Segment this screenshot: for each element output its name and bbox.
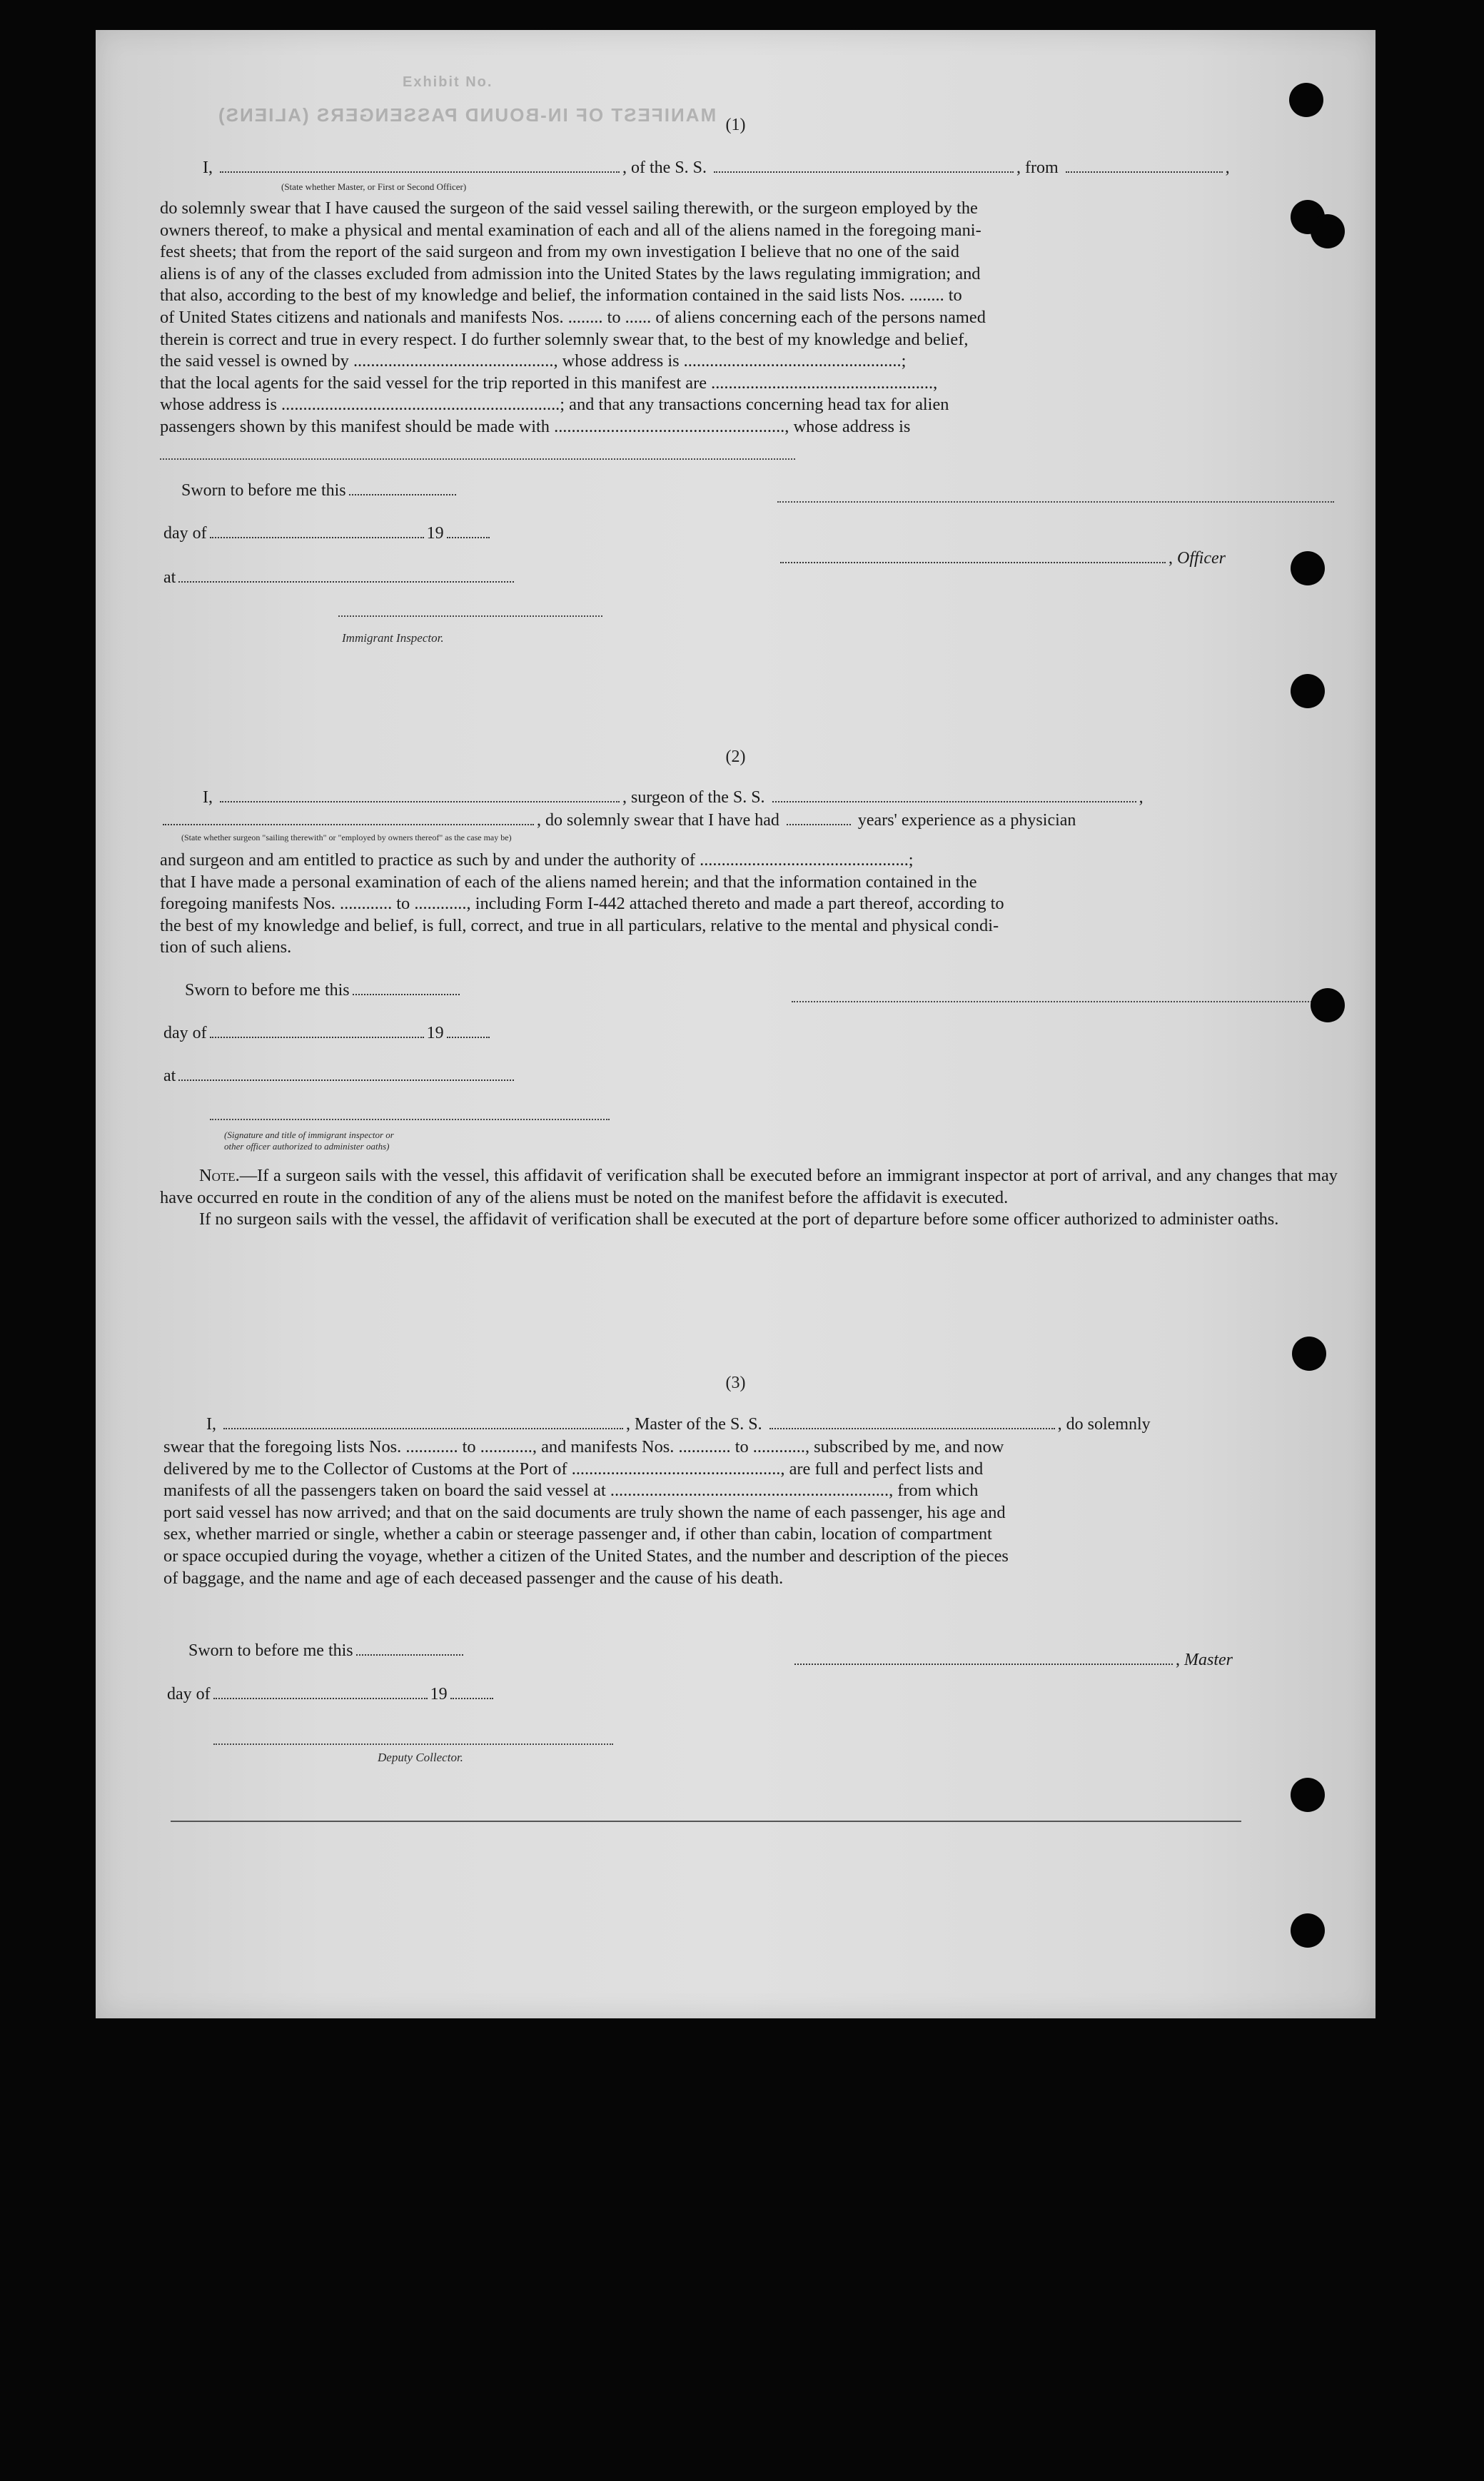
body-line: therein is correct and true in every respect. I do further solemnly swear that, to the best of my knowledge and belief,: [160, 329, 969, 349]
officer-line: , Officer: [777, 548, 1226, 569]
sig-caption-2: other officer authorized to administer oaths): [224, 1141, 390, 1152]
punch-hole: [1291, 551, 1325, 585]
sworn-line-1: [181, 480, 459, 501]
punch-hole: [1291, 1778, 1325, 1812]
ghost-exhibit-label: Exhibit No.: [403, 74, 493, 90]
vessel-blank: [769, 1414, 1055, 1429]
year-label: 19: [426, 1024, 444, 1042]
body-line: swear that the foregoing lists Nos. ............ to ............, and manifests Nos. ............ to ............, subscribed by me, and now: [163, 1437, 1004, 1456]
section-2-body: [160, 850, 1338, 959]
surgeon-signature-blank: [792, 1001, 1334, 1002]
section-3-number: (3): [725, 1374, 746, 1392]
oath-prefix: I,: [203, 158, 213, 177]
master-label: , Master of the S. S.: [626, 1415, 762, 1434]
at-line-1: [163, 567, 517, 588]
address-blank: [160, 458, 795, 460]
body-line: of baggage, and the name and age of each deceased passenger and the cause of his death.: [163, 1568, 784, 1588]
day-blank: [213, 1684, 428, 1699]
sworn-line-2: [185, 980, 463, 1001]
body-line: owners thereof, to make a physical and mental examination of each and all of the aliens named in the foregoing mani-: [160, 220, 981, 240]
status-blank: [163, 810, 534, 825]
surgeon-label: surgeon of the S. S.: [631, 788, 765, 807]
body-line: that also, according to the best of my knowledge and belief, the information contained in the said lists Nos. ........ to: [160, 286, 962, 306]
year-blank: [447, 1023, 490, 1038]
sworn-label: Sworn to before me this: [188, 1641, 353, 1660]
inspector-caption: Immigrant Inspector.: [342, 631, 444, 645]
body-line: the best of my knowledge and belief, is full, correct, and true in all particulars, relative to the mental and physical condi-: [160, 915, 999, 935]
punch-hole: [1292, 1337, 1326, 1371]
name-blank: [220, 158, 620, 173]
body-line: of United States citizens and nationals and manifests Nos. ........ to ...... of aliens concerning each of the persons named: [160, 307, 986, 327]
master-caption: Master: [1184, 1651, 1233, 1669]
day-label: day of: [163, 524, 207, 543]
officer-label: Officer: [1177, 549, 1226, 568]
note-paragraph-1: [160, 1165, 1338, 1209]
from-blank: [1066, 158, 1223, 173]
at-blank: [178, 1066, 514, 1081]
body-line: the said vessel is owned by .............................................., whose address is ..................................................;: [160, 351, 907, 371]
deputy-blank: [213, 1743, 613, 1745]
sworn-blank: [349, 480, 456, 495]
body-line: delivered by me to the Collector of Customs at the Port of ................................................, are full and perfect lists and: [163, 1459, 984, 1479]
year-label: 19: [426, 524, 444, 543]
section-1-oath-line: I, , of the S. S. , from ,: [203, 158, 1230, 177]
note-label: Note.: [199, 1166, 240, 1185]
officer-blank: [780, 548, 1166, 563]
day-blank: [210, 1023, 424, 1038]
punch-hole: [1311, 214, 1345, 248]
section-1-body: [160, 198, 1338, 438]
year-blank: [450, 1684, 493, 1699]
at-blank: [178, 568, 514, 583]
section-2-experience-line: [160, 810, 1345, 831]
solemnly-label: , do solemnly: [1057, 1415, 1151, 1434]
deputy-caption: Deputy Collector.: [378, 1751, 463, 1764]
ghost-manifest-title: MANIFEST OF IN-BOUND PASSENGERS (ALIENS): [217, 104, 717, 126]
sworn-line-3: [188, 1640, 466, 1661]
body-line: whose address is ................................................................; and that any transactions concerning head tax for alien: [160, 395, 949, 415]
punch-hole: [1291, 674, 1325, 708]
signature-blank-top: [777, 501, 1334, 503]
body-line: that I have made a personal examination of each of the aliens named herein; and that the information contained in the: [160, 872, 977, 892]
sworn-blank: [356, 1641, 463, 1656]
day-label: day of: [163, 1024, 207, 1042]
day-line-3: [167, 1684, 496, 1705]
year-label: 19: [430, 1685, 448, 1704]
body-line: sex, whether married or single, whether a cabin or steerage passenger and, if other than cabin, location of compartment: [163, 1524, 992, 1544]
section-1-caption: (State whether Master, or First or Second Officer): [281, 181, 467, 192]
bottom-rule: [171, 1821, 1241, 1822]
day-blank: [210, 523, 424, 538]
day-line-2: [163, 1022, 493, 1044]
swear-label: , do solemnly swear that I have had: [537, 811, 779, 830]
at-line-2: [163, 1065, 517, 1087]
vessel-label: , of the S. S.: [622, 158, 707, 177]
years-blank: [787, 810, 851, 825]
sworn-blank: [353, 980, 460, 995]
section-1-number: (1): [725, 116, 746, 134]
note-paragraph-2: If no surgeon sails with the vessel, the affidavit of verification shall be executed at the port of departure before some officer authorized to administer oaths.: [199, 1209, 1279, 1229]
surgeon-name-blank: [220, 787, 620, 802]
body-line: fest sheets; that from the report of the said surgeon and from my own investigation I believe that no one of the said: [160, 242, 959, 262]
vessel-blank: [772, 787, 1136, 802]
oath-prefix: I,: [203, 788, 213, 807]
punch-hole: [1289, 83, 1323, 117]
body-line: tion of such aliens.: [160, 937, 292, 957]
body-line: passengers shown by this manifest should be made with ....................................................., whose address is: [160, 416, 911, 436]
vessel-blank: [714, 158, 1014, 173]
form-page: [96, 30, 1376, 2018]
body-line: aliens is of any of the classes excluded from admission into the United States by the laws regulating immigration; and: [160, 263, 981, 283]
section-2-note: [160, 1165, 1338, 1231]
section-3-oath-line: [206, 1414, 1348, 1435]
body-line: foregoing manifests Nos. ............ to ............, including Form I-442 attached thereto and made a part thereof, according to: [160, 894, 1004, 914]
section-2-caption: (State whether surgeon "sailing therewith" or "employed by owners thereof" as the case may be): [181, 832, 512, 842]
note-text: —If a surgeon sails with the vessel, this affidavit of verification shall be executed before an immigrant inspector at port of arrival, and any changes that may have occurred en route in the condition of any of the aliens must be noted on the manifest before the affidavit is executed.: [160, 1166, 1338, 1207]
at-label: at: [163, 1067, 176, 1085]
body-line: port said vessel has now arrived; and that on the said documents are truly shown the name of each passenger, his age and: [163, 1502, 1006, 1522]
day-line-1: [163, 523, 493, 544]
body-line: manifests of all the passengers taken on board the said vessel at ................................................................, from which: [163, 1481, 979, 1501]
body-line: do solemnly swear that I have caused the surgeon of the said vessel sailing therewith, or the surgeon employed by the: [160, 198, 978, 218]
master-signature-blank: [794, 1650, 1173, 1665]
sig-caption-1: (Signature and title of immigrant inspector or: [224, 1129, 394, 1140]
year-blank: [447, 523, 490, 538]
sworn-label: Sworn to before me this: [185, 981, 350, 1000]
at-label: at: [163, 568, 176, 587]
punch-hole: [1311, 988, 1345, 1022]
section-3-body: [163, 1436, 1338, 1589]
inspector-blank-2: [210, 1119, 610, 1120]
sworn-label: Sworn to before me this: [181, 481, 346, 500]
section-2-number: (2): [725, 748, 746, 766]
body-line: or space occupied during the voyage, whether a citizen of the United States, and the number and description of the pieces: [163, 1546, 1009, 1566]
punch-hole: [1291, 1913, 1325, 1948]
section-2-oath-line: I, , surgeon of the S. S. ,: [203, 788, 1144, 807]
master-name-blank: [223, 1414, 623, 1429]
master-signature-line: , Master: [792, 1649, 1233, 1671]
body-line: and surgeon and am entitled to practice as such by and under the authority of ................................................;: [160, 850, 914, 870]
inspector-blank: [338, 615, 602, 617]
from-label: , from: [1016, 158, 1059, 177]
oath-prefix: I,: [206, 1415, 216, 1434]
body-line: that the local agents for the said vessel for the trip reported in this manifest are ...................................................,: [160, 373, 938, 393]
day-label: day of: [167, 1685, 211, 1704]
experience-label: years' experience as a physician: [857, 811, 1076, 830]
